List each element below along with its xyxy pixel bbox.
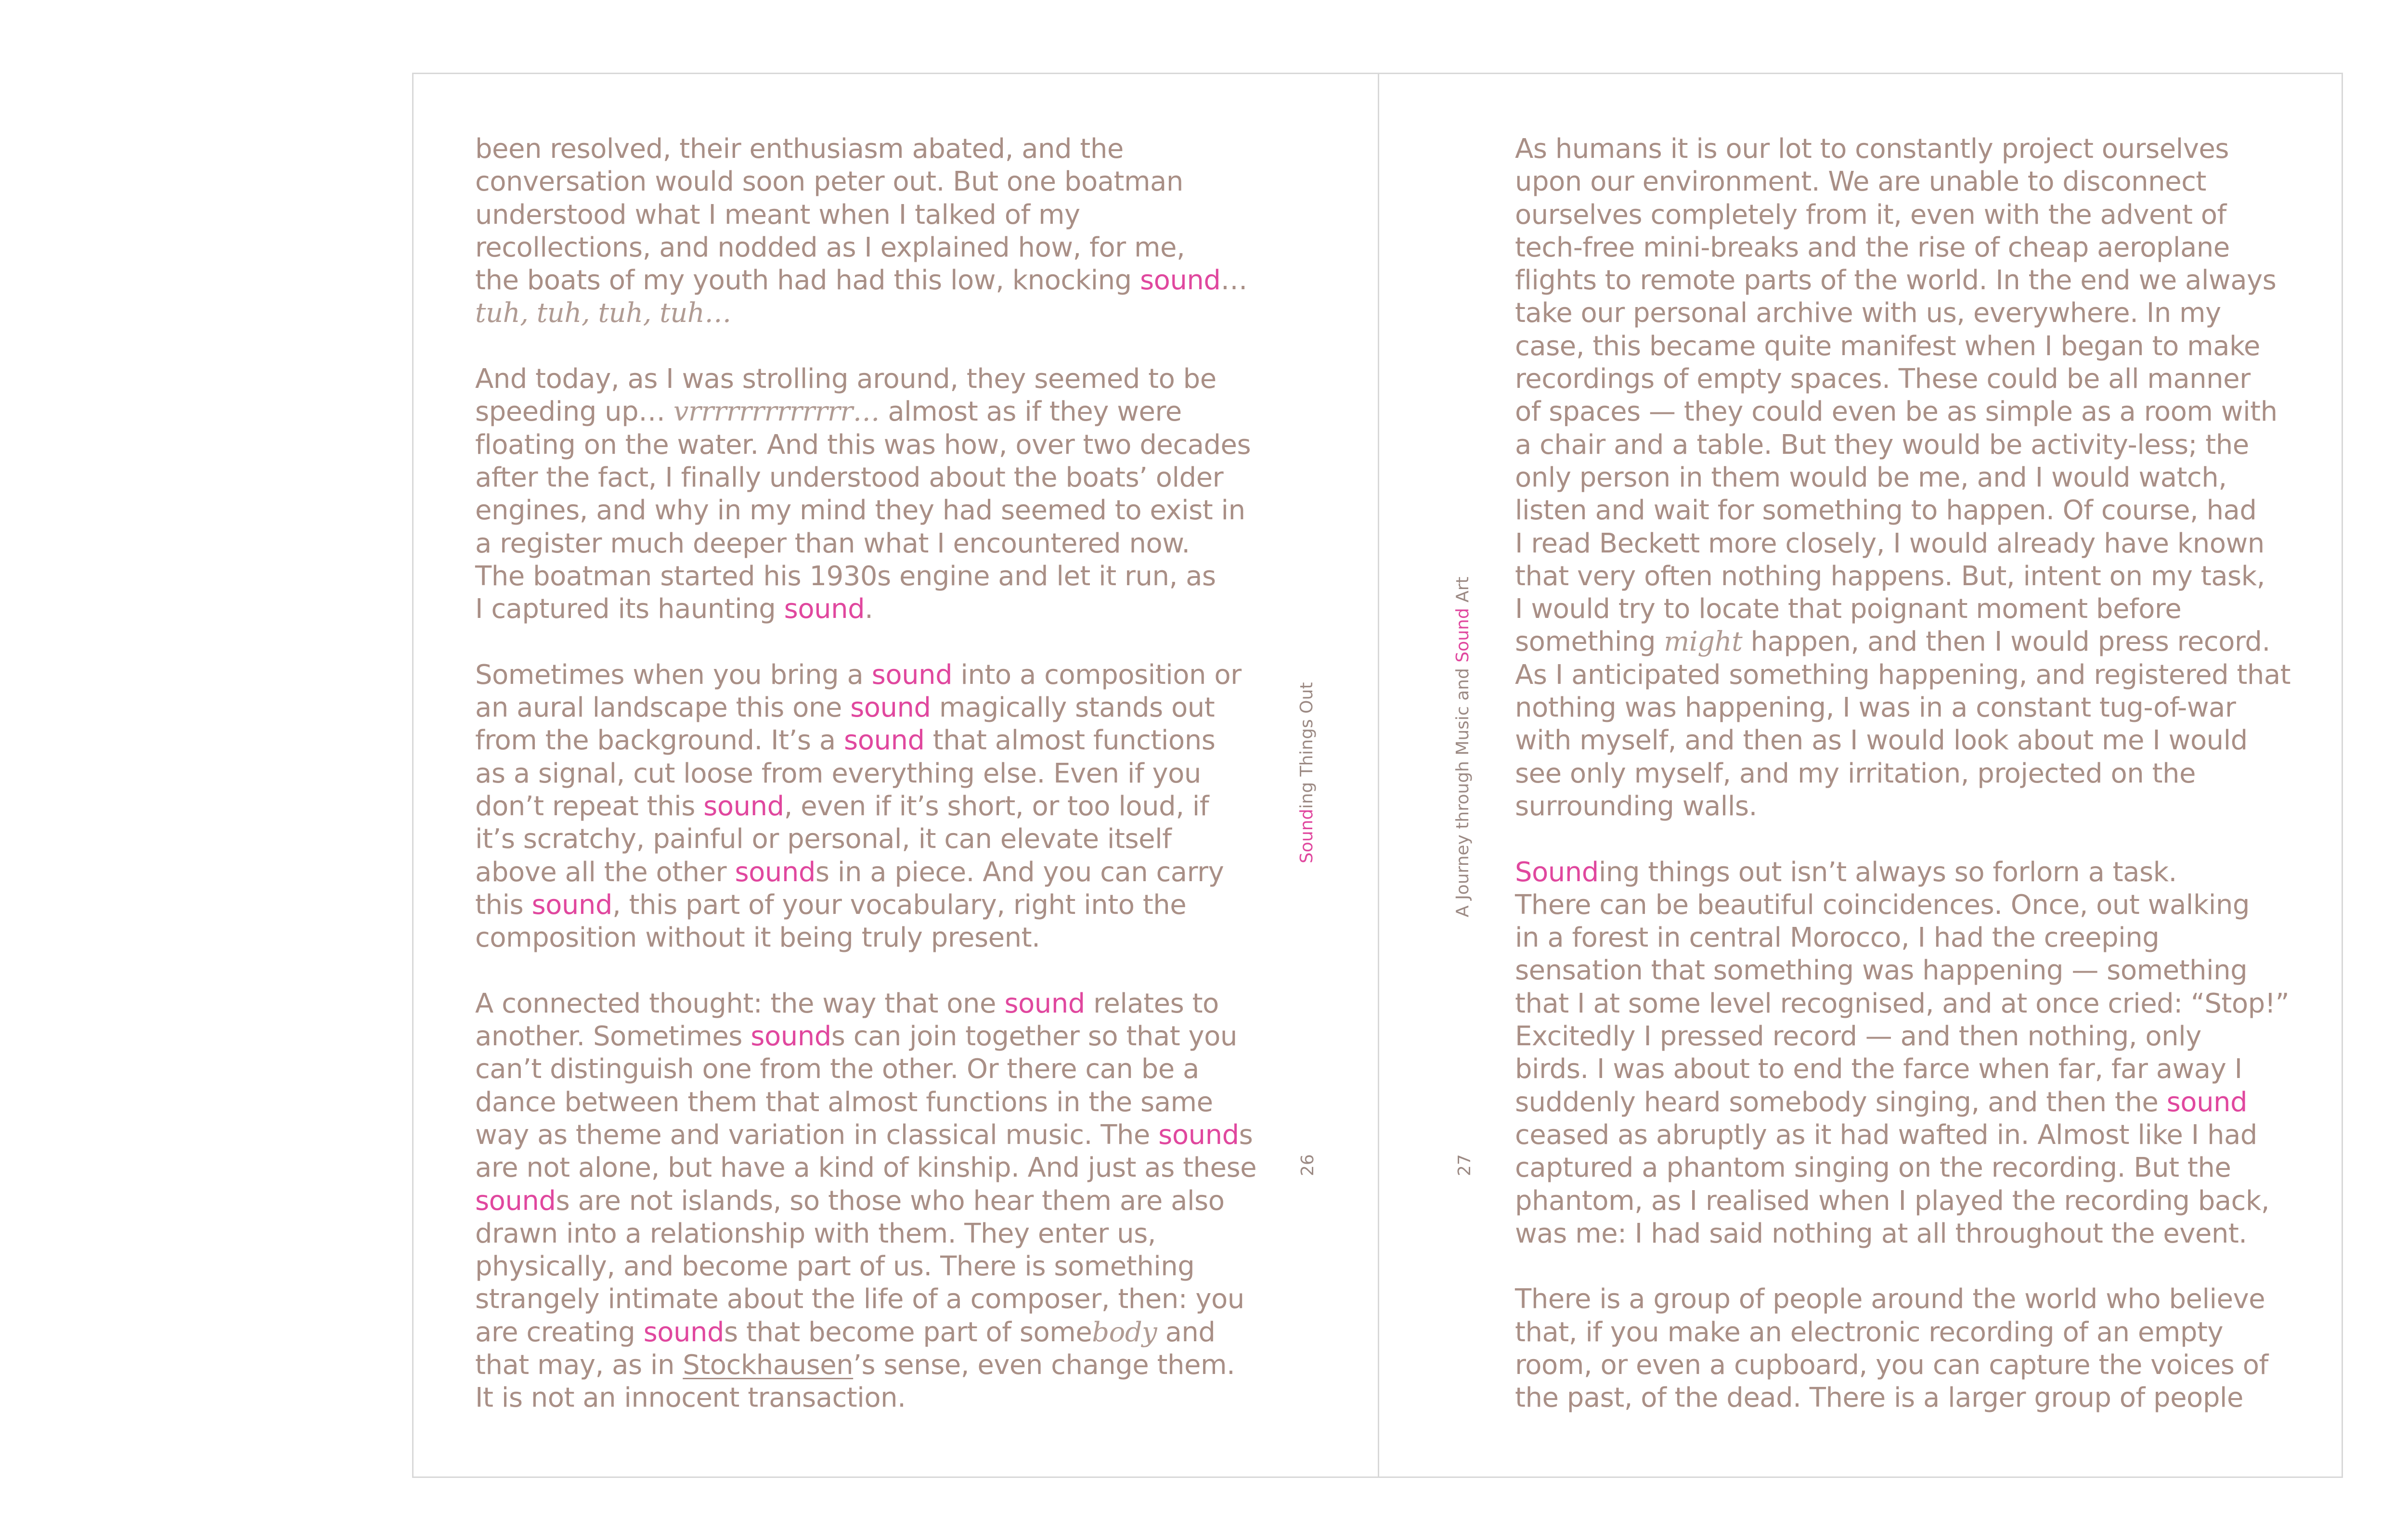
paragraph xyxy=(475,363,1284,626)
text-run: phantom, as I realised when I played the recording back, xyxy=(1515,1185,2270,1217)
highlighted-word: sound xyxy=(703,790,784,822)
highlighted-word: sound xyxy=(751,1021,831,1052)
text-run: suddenly heard somebody singing, and then the xyxy=(1515,1086,2167,1118)
text-run: s in a piece. And you can carry xyxy=(815,856,1224,888)
text-run: ing things out isn’t always so forlorn a task. xyxy=(1598,856,2177,888)
text-run: that very often nothing happens. But, intent on my task, xyxy=(1515,560,2265,592)
text-run: There can be beautiful coincidences. Once, out walking xyxy=(1515,889,2250,921)
text-run: , this part of your vocabulary, right into the xyxy=(612,889,1187,921)
text-run: ourselves completely from it, even with the advent of xyxy=(1515,199,2226,231)
text-run: was me: I had said nothing at all throughout the event. xyxy=(1515,1218,2247,1249)
text-run: can’t distinguish one from the other. Or there can be a xyxy=(475,1053,1199,1085)
text-run: recordings of empty spaces. These could be all manner xyxy=(1515,363,2251,395)
text-run: magically stands out xyxy=(931,692,1215,724)
text-run: only person in them would be me, and I would watch, xyxy=(1515,462,2227,493)
text-run: dance between them that almost functions in the same xyxy=(475,1086,1213,1118)
page-number-right: 27 xyxy=(1455,1154,1475,1176)
text-run: A connected thought: the way that one xyxy=(475,988,1005,1019)
text-run: understood what I meant when I talked of my xyxy=(475,199,1080,231)
running-head-left xyxy=(1297,682,1317,863)
text-run: been resolved, their enthusiasm abated, and the xyxy=(475,133,1124,165)
text-run: relates to xyxy=(1085,988,1219,1019)
left-page-text xyxy=(475,133,1284,1415)
text-run: upon our environment. We are unable to disconnect xyxy=(1515,166,2206,198)
text-run: room, or even a cupboard, you can capture the voices of xyxy=(1515,1349,2268,1381)
text-run: after the fact, I finally understood about the boats’ older xyxy=(475,462,1224,493)
text-run: recollections, and nodded as I explained how, for me, xyxy=(475,231,1185,263)
text-run: drawn into a relationship with them. They enter us, xyxy=(475,1218,1156,1249)
page-number-left: 26 xyxy=(1298,1154,1318,1176)
text-run: it’s scratchy, painful or personal, it can elevate itself xyxy=(475,823,1172,855)
text-run: that almost functions xyxy=(924,725,1216,757)
gutter-divider xyxy=(1378,74,1379,1476)
text-run: a chair and a table. But they would be activity-less; the xyxy=(1515,429,2249,461)
text-run: s that become part of some xyxy=(724,1316,1092,1348)
text-run: that I at some level recognised, and at once cried: “Stop!” xyxy=(1515,988,2290,1019)
text-run: s can join together so that you xyxy=(831,1021,1237,1052)
text-run: I captured its haunting xyxy=(475,593,784,625)
text-run: , even if it’s short, or too loud, if xyxy=(784,790,1209,822)
text-run: birds. I was about to end the farce when far, far away I xyxy=(1515,1053,2242,1085)
text-run: and xyxy=(1157,1316,1216,1348)
text-run: are not alone, but have a kind of kinship. And just as these xyxy=(475,1152,1257,1184)
italic-text: body xyxy=(1092,1316,1157,1348)
running-head-highlight: Sound xyxy=(1297,808,1317,863)
text-run: as a signal, cut loose from everything else. Even if you xyxy=(475,757,1201,789)
text-run: conversation would soon peter out. But one boatman xyxy=(475,166,1183,198)
text-run: … xyxy=(1220,265,1247,296)
text-run: an aural landscape this one xyxy=(475,692,851,724)
text-run: The boatman started his 1930s engine and let it run, as xyxy=(475,560,1216,592)
text-run: the boats of my youth had had this low, knocking xyxy=(475,265,1140,296)
text-run: in a forest in central Morocco, I had the creeping xyxy=(1515,922,2160,954)
text-run: take our personal archive with us, everywhere. In my xyxy=(1515,297,2221,329)
text-run: nothing was happening, I was in a constant tug-of-war xyxy=(1515,692,2236,724)
text-run: surrounding walls. xyxy=(1515,790,1757,822)
text-run: physically, and become part of us. There is something xyxy=(475,1251,1195,1283)
highlighted-word: sound xyxy=(1158,1119,1239,1151)
text-run: of spaces — they could even be as simple as a room with xyxy=(1515,396,2278,428)
text-run: the past, of the dead. There is a larger group of people xyxy=(1515,1382,2243,1414)
text-run: ’s sense, even change them. xyxy=(853,1349,1235,1381)
running-head-highlight: Sound xyxy=(1453,608,1473,663)
text-run: that may, as in xyxy=(475,1349,683,1381)
paragraph xyxy=(1515,133,2324,823)
paragraph xyxy=(1515,1283,2324,1414)
highlighted-word: sound xyxy=(1004,988,1085,1019)
paragraph xyxy=(1515,856,2324,1251)
highlighted-word: sound xyxy=(531,889,612,921)
text-run: are creating xyxy=(475,1316,644,1348)
text-run: As humans it is our lot to constantly project ourselves xyxy=(1515,133,2229,165)
text-run: listen and wait for something to happen. Of course, had xyxy=(1515,495,2257,526)
text-run: engines, and why in my mind they had seemed to exist in xyxy=(475,495,1245,526)
text-run: . xyxy=(865,593,873,625)
highlighted-word: sound xyxy=(871,659,953,691)
text-run: case, this became quite manifest when I began to make xyxy=(1515,330,2260,362)
text-run: tech-free mini-breaks and the rise of cheap aeroplane xyxy=(1515,231,2230,263)
text-run: sensation that something was happening — something xyxy=(1515,955,2248,987)
running-head-text: ing Things Out xyxy=(1297,682,1317,809)
paragraph xyxy=(475,988,1284,1415)
italic-text: tuh, tuh, tuh, tuh… xyxy=(475,297,731,329)
text-run: that, if you make an electronic recording of an empty xyxy=(1515,1316,2223,1348)
highlighted-word: sound xyxy=(643,1316,725,1348)
italic-text: vrrrrrrrrrrrrr… xyxy=(673,396,880,428)
text-run: this xyxy=(475,889,532,921)
text-run: There is a group of people around the world who believe xyxy=(1515,1283,2265,1315)
text-run: speeding up… xyxy=(475,396,673,428)
highlighted-word: sound xyxy=(2166,1086,2248,1118)
highlighted-word: Sound xyxy=(1515,856,1599,888)
right-page-text xyxy=(1515,133,2324,1415)
text-run: a register much deeper than what I encountered now. xyxy=(475,527,1190,559)
text-run: see only myself, and my irritation, projected on the xyxy=(1515,757,2196,789)
text-run: As I anticipated something happening, and registered that xyxy=(1515,659,2291,691)
text-run: almost as if they were xyxy=(880,396,1182,428)
highlighted-word: sound xyxy=(844,725,925,757)
text-run: way as theme and variation in classical music. The xyxy=(475,1119,1159,1151)
highlighted-word: sound xyxy=(1140,265,1221,296)
text-run: with myself, and then as I would look about me I would xyxy=(1515,725,2248,757)
text-run: floating on the water. And this was how, over two decades xyxy=(475,429,1251,461)
running-head-text: Art xyxy=(1453,577,1473,608)
highlighted-word: sound xyxy=(784,593,865,625)
text-run: ceased as abruptly as it had wafted in. Almost like I had xyxy=(1515,1119,2257,1151)
text-run: composition without it being truly present. xyxy=(475,922,1040,954)
running-head-text: A Journey through Music and xyxy=(1453,662,1473,917)
text-run: flights to remote parts of the world. In the end we always xyxy=(1515,265,2277,296)
italic-text: might xyxy=(1664,626,1743,658)
paragraph xyxy=(475,659,1284,955)
highlighted-word: sound xyxy=(475,1185,556,1217)
paragraph xyxy=(475,133,1284,330)
text-run: something xyxy=(1515,626,1664,658)
text-run: strangely intimate about the life of a composer, then: you xyxy=(475,1283,1244,1315)
text-run: And today, as I was strolling around, they seemed to be xyxy=(475,363,1216,395)
text-run: from the background. It’s a xyxy=(475,725,844,757)
text-run: s are not islands, so those who hear them are also xyxy=(556,1185,1225,1217)
text-run: don’t repeat this xyxy=(475,790,704,822)
text-run: s xyxy=(1239,1119,1253,1151)
text-run: Sometimes when you bring a xyxy=(475,659,872,691)
underlined-link[interactable]: Stockhausen xyxy=(683,1349,854,1381)
text-run: happen, and then I would press record. xyxy=(1742,626,2270,658)
highlighted-word: sound xyxy=(850,692,931,724)
text-run: another. Sometimes xyxy=(475,1021,751,1052)
running-head-right xyxy=(1453,577,1473,917)
text-run: above all the other xyxy=(475,856,735,888)
text-run: Excitedly I pressed record — and then nothing, only xyxy=(1515,1021,2201,1052)
text-run: It is not an innocent transaction. xyxy=(475,1382,906,1414)
text-run: I would try to locate that poignant moment before xyxy=(1515,593,2182,625)
text-run: I read Beckett more closely, I would already have known xyxy=(1515,527,2265,559)
book-spread xyxy=(412,73,2343,1478)
text-run: into a composition or xyxy=(952,659,1242,691)
highlighted-word: sound xyxy=(735,856,815,888)
text-run: captured a phantom singing on the recording. But the xyxy=(1515,1152,2231,1184)
